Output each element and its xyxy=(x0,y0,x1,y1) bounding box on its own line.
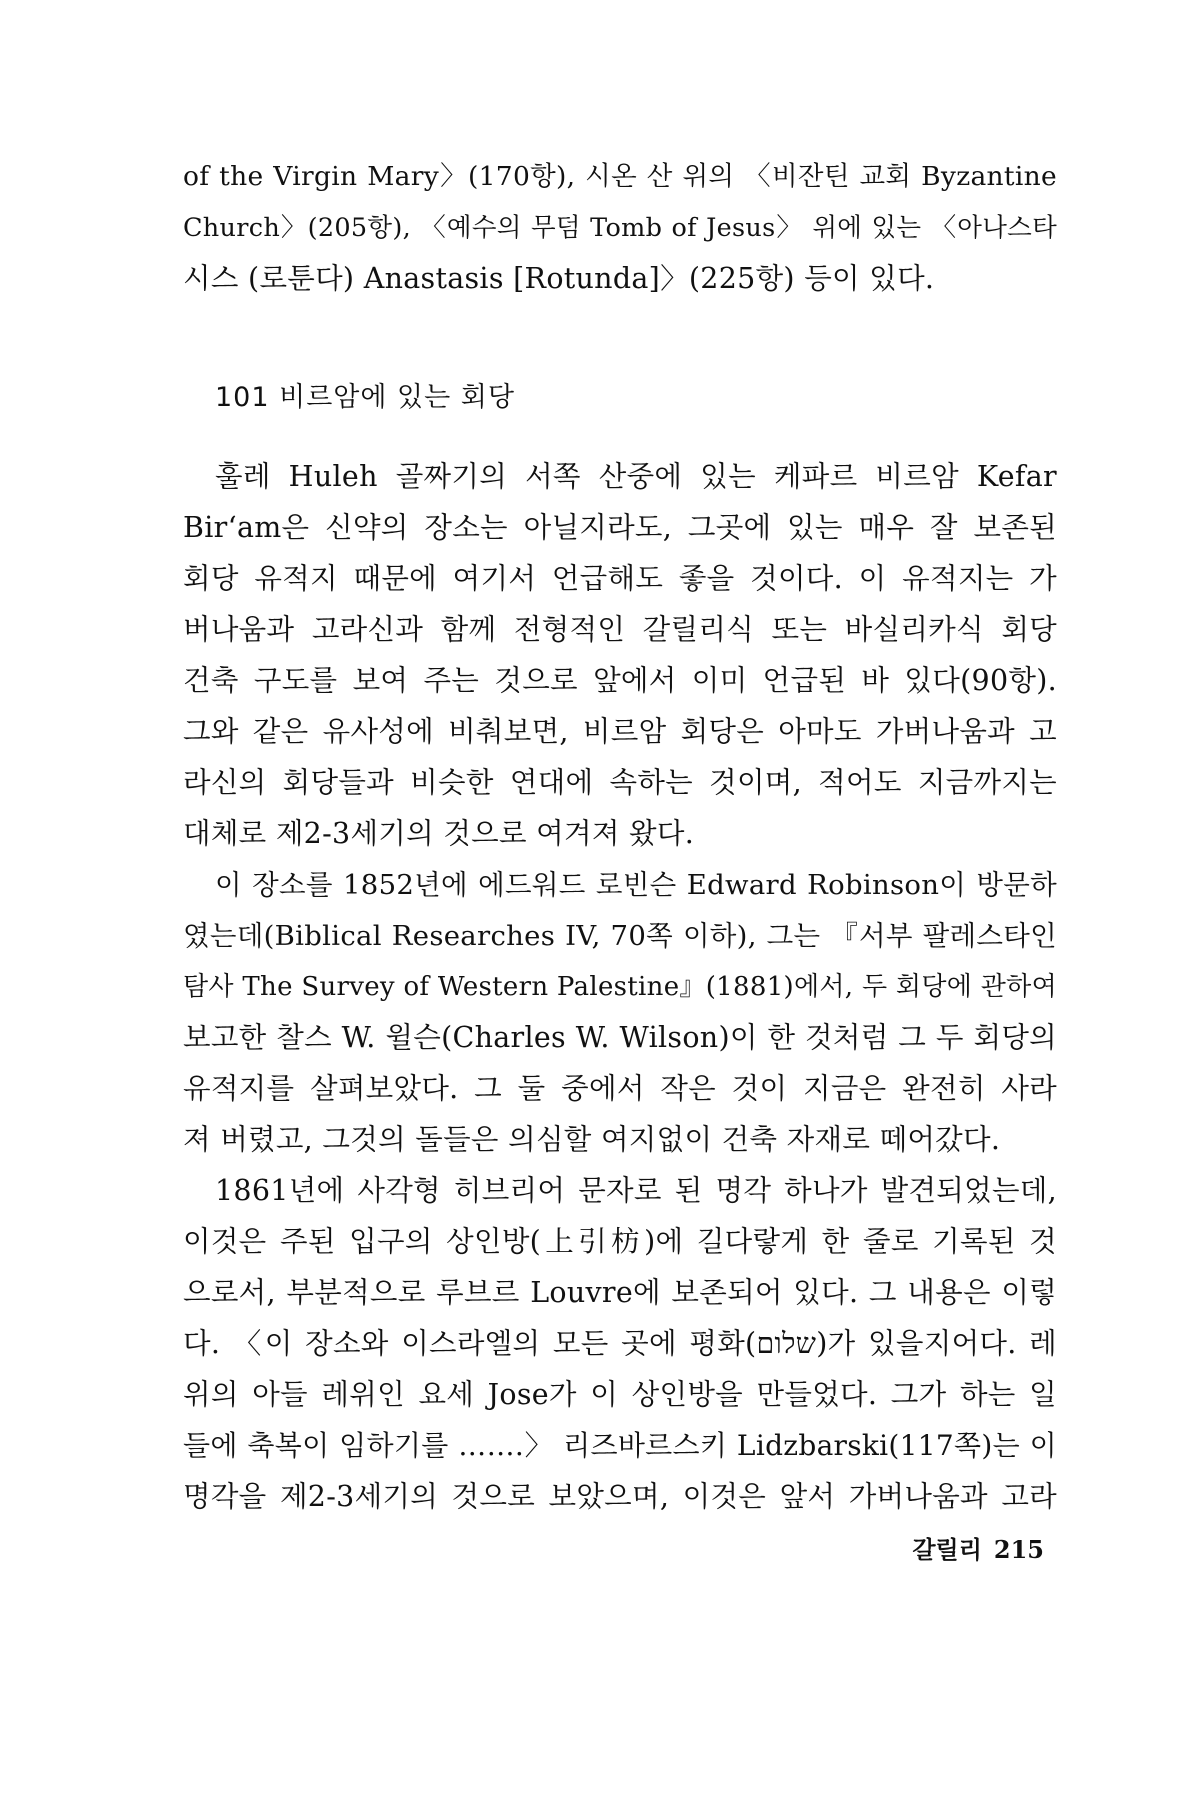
paragraph-1-line-2: Bir‘am은 신약의 장소는 아닐지라도, 그곳에 있는 매우 잘 보존된 xyxy=(183,511,1057,544)
paragraph-3-line-7: 명각을 제2-3세기의 것으로 보았으며, 이것은 앞서 가버나움과 고라 xyxy=(183,1480,1057,1513)
paragraph-2-line-5: 유적지를 살펴보았다. 그 둘 중에서 작은 것이 지금은 완전히 사라 xyxy=(183,1072,1057,1105)
paragraph-3-line-4: 다. 〈이 장소와 이스라엘의 모든 곳에 평화(שלום)가 있을지어다. 레 xyxy=(183,1327,1057,1360)
paragraph-3-line-5: 위의 아들 레위인 요세 Jose가 이 상인방을 만들었다. 그가 하는 일 xyxy=(183,1378,1057,1411)
paragraph-3-line-6: 들에 축복이 임하기를 …….〉 리즈바르스키 Lidzbarski(117쪽)는 이 xyxy=(183,1429,1057,1462)
paragraph-2-line-4: 보고한 찰스 W. 윌슨(Charles W. Wilson)이 한 것처럼 그 두 회당의 xyxy=(183,1021,1057,1054)
paragraph-2-line-6: 져 버렸고, 그것의 돌들은 의심할 여지없이 건축 자재로 떼어갔다. xyxy=(183,1123,1001,1156)
paragraph-2-line-3: 탐사 The Survey of Western Palestine』(1881)에서, 두 회당에 관하여 xyxy=(183,972,1057,1002)
footer-section-title: 갈릴리 xyxy=(912,1535,982,1564)
paragraph-1-line-5: 건축 구도를 보여 주는 것으로 앞에서 이미 언급된 바 있다(90항). xyxy=(183,664,1057,697)
paragraph-1-line-8: 대체로 제2-3세기의 것으로 여겨져 왔다. xyxy=(183,817,695,850)
paragraph-1-line-6: 그와 같은 유사성에 비춰보면, 비르암 회당은 아마도 가버나움과 고 xyxy=(183,715,1057,748)
section-heading: 101 비르암에 있는 회당 xyxy=(215,382,515,413)
intro-line-1: of the Virgin Mary〉(170항), 시온 산 위의 〈비잔틴 교회 Byzantine xyxy=(183,161,1057,192)
paragraph-3-line-3: 으로서, 부분적으로 루브르 Louvre에 보존되어 있다. 그 내용은 이렇 xyxy=(183,1276,1057,1309)
page-number: 215 xyxy=(993,1535,1044,1564)
paragraph-1-line-7: 라신의 회당들과 비슷한 연대에 속하는 것이며, 적어도 지금까지는 xyxy=(183,766,1057,799)
intro-line-2: Church〉(205항), 〈예수의 무덤 Tomb of Jesus〉 위에 있는 〈아나스타 xyxy=(183,213,1057,243)
paragraph-1-line-3: 회당 유적지 때문에 여기서 언급해도 좋을 것이다. 이 유적지는 가 xyxy=(183,562,1057,595)
paragraph-2-line-1: 이 장소를 1852년에 에드워드 로빈슨 Edward Robinson이 방문하 xyxy=(215,869,1057,901)
paragraph-3-line-1: 1861년에 사각형 히브리어 문자로 된 명각 하나가 발견되었는데, xyxy=(215,1174,1057,1207)
paragraph-1-line-1: 훌레 Huleh 골짜기의 서쪽 산중에 있는 케파르 비르암 Kefar xyxy=(215,460,1057,493)
intro-line-3: 시스 (로툰다) Anastasis [Rotunda]〉(225항) 등이 있다. xyxy=(183,262,935,295)
paragraph-2-line-2: 였는데(Biblical Researches IV, 70쪽 이하), 그는 『서부 팔레스타인 xyxy=(183,920,1057,952)
paragraph-1-line-4: 버나움과 고라신과 함께 전형적인 갈릴리식 또는 바실리카식 회당 xyxy=(183,613,1057,646)
paragraph-3-line-2: 이것은 주된 입구의 상인방(上引枋)에 길다랗게 한 줄로 기록된 것 xyxy=(183,1225,1057,1258)
page-footer xyxy=(912,1533,1044,1567)
